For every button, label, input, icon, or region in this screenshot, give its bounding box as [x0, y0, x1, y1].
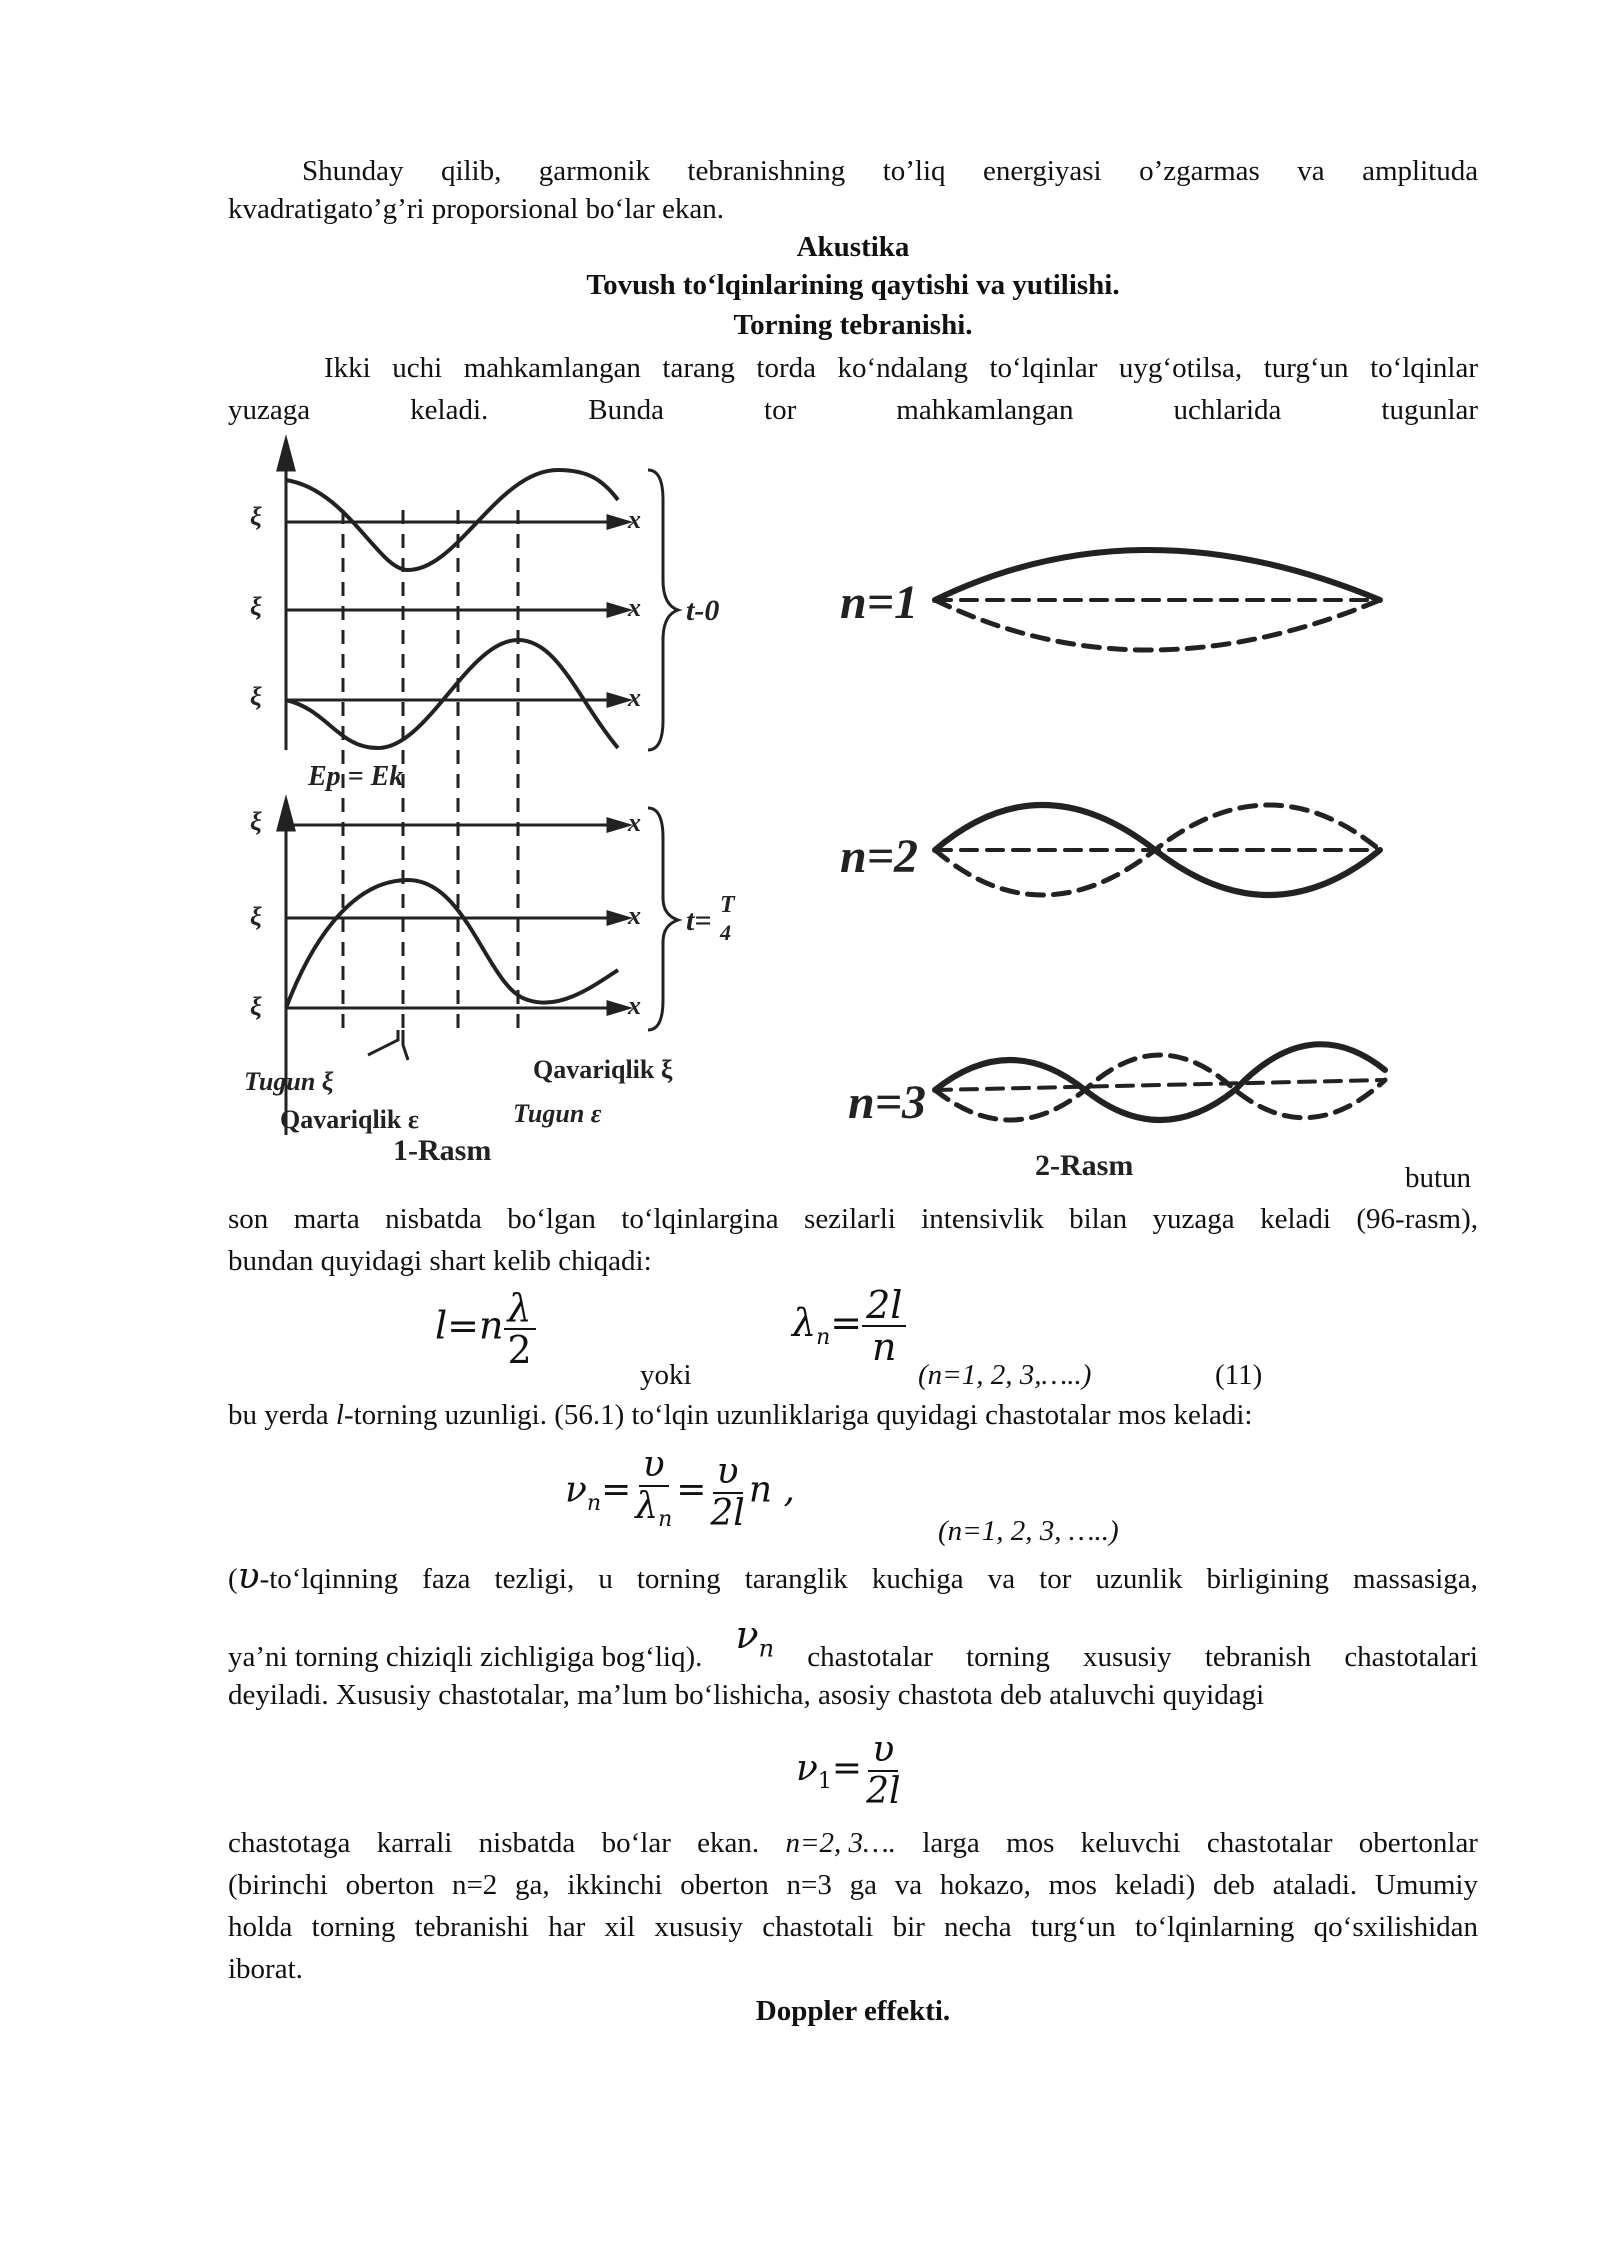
- para5-line4: iborat.: [228, 1953, 303, 1985]
- yoki-label: yoki: [640, 1359, 692, 1391]
- para5-line3: holda torning tebranishi har xil xususiy chastotali bir necha turg‘un to‘lqinlarning qo‘sxilishidan: [228, 1911, 1478, 1943]
- numerator: υ: [868, 1730, 898, 1772]
- word: keluvchi: [1080, 1827, 1181, 1859]
- para2-line1: Ikki uchi mahkamlangan tarang torda ko‘ndalang to‘lqinlar uyg‘otilsa, turg‘un to‘lqinlar: [324, 352, 1478, 384]
- para2-line5: bundan quyidagi shart kelib chiqadi:: [228, 1245, 652, 1277]
- word: to’liq: [882, 155, 946, 187]
- eq-symbol: n: [479, 1303, 504, 1348]
- eq-symbol: ν: [796, 1748, 818, 1789]
- word: torning: [636, 1563, 721, 1595]
- eq-subscript: n: [758, 1634, 775, 1663]
- text: -torning uzunligi. (56.1) to‘lqin uzunliklariga quyidagi chastotalar mos keladi:: [343, 1399, 1253, 1431]
- word: obertonlar: [1358, 1827, 1478, 1859]
- label-n2: n=2: [840, 830, 919, 883]
- word: tebranishning: [687, 155, 846, 187]
- word: chastotaga: [228, 1827, 351, 1859]
- word: Shunday: [302, 155, 404, 187]
- fraction: [503, 1288, 535, 1370]
- word: tugunlar: [1381, 394, 1479, 426]
- label-qavariqlik-top: Qavariqlik ξ: [533, 1055, 673, 1084]
- figure-1: [228, 430, 758, 1170]
- word: Bunda: [588, 394, 665, 426]
- para4-line3: deyiladi. Xususiy chastotalar, ma’lum bo‘lishicha, asosiy chastota deb ataluvchi quyidagi: [228, 1679, 1265, 1711]
- eq-symbol: ν: [735, 1613, 759, 1657]
- time-label-1: t-0: [686, 594, 720, 627]
- eq-subscript: n: [816, 1325, 831, 1351]
- word: tebranish: [1204, 1641, 1312, 1673]
- time-label-2: t=: [686, 904, 712, 937]
- arrow-icon: [278, 440, 294, 470]
- equation-1-left: [435, 1288, 536, 1370]
- denominator: 2l: [866, 1771, 901, 1812]
- text: ya’ni torning chiziqli zichligiga bog‘liq).: [228, 1641, 703, 1673]
- x-label: x: [628, 901, 641, 930]
- heading-akustika: Akustika: [796, 231, 910, 263]
- time-label-2-num: T: [720, 892, 735, 918]
- figure-2: [840, 520, 1410, 1190]
- axis-label: ξ: [250, 592, 262, 621]
- word: larga: [922, 1827, 980, 1859]
- denominator: [631, 1487, 676, 1540]
- word: uchlarida: [1173, 394, 1282, 426]
- fraction: [862, 1730, 904, 1812]
- eq-tail: n ,: [748, 1469, 795, 1511]
- x-label: x: [628, 683, 641, 712]
- para4-line1: [228, 1556, 1478, 1600]
- label-tugun: Tugun ξ: [244, 1067, 334, 1096]
- word: taranglik: [744, 1563, 848, 1595]
- word: torning: [966, 1641, 1050, 1673]
- word: birligining: [1206, 1563, 1329, 1595]
- word: yuzaga: [228, 394, 311, 426]
- heading-torning: Torning tebranishi.: [733, 309, 973, 341]
- word: kuchiga: [871, 1563, 964, 1595]
- eq-subscript: n: [586, 1490, 602, 1516]
- fraction: [862, 1285, 906, 1367]
- x-label: x: [628, 991, 641, 1020]
- x-label: x: [628, 808, 641, 837]
- eq-symbol: l: [435, 1303, 448, 1348]
- eq-symbol: λ: [792, 1300, 817, 1345]
- x-label: x: [628, 593, 641, 622]
- word: tezligi,: [494, 1563, 575, 1595]
- para2-line3-end: butun: [1405, 1162, 1472, 1194]
- time-label-2-den: 4: [720, 920, 731, 945]
- para5-line2: (birinchi oberton n=2 ga, ikkinchi oberton n=3 ga va hokazo, mos keladi) deb ataladi. Umumiy: [228, 1869, 1478, 1901]
- word: keladi.: [410, 394, 489, 426]
- heading-tovush: Tovush to‘lqinlarining qaytishi va yutilishi.: [586, 269, 1120, 301]
- x-label: x: [628, 505, 641, 534]
- text: bu yerda: [228, 1399, 336, 1431]
- word: chastotalar: [1206, 1827, 1333, 1859]
- v-symbol: υ: [237, 1556, 260, 1597]
- para1-line2: kvadratigato’g’ri proporsional bo‘lar ekan.: [228, 193, 725, 225]
- para2-line4: son marta nisbatda bo‘lgan to‘lqinlargina sezilarli intensivlik bilan yuzaga keladi (96-rasm),: [228, 1203, 1478, 1235]
- label-n3: n=3: [848, 1076, 927, 1129]
- eq-subscript: n: [658, 1507, 673, 1533]
- equation-3: $\nu_1=$ $\frac{\upsilon}{2l}$: [796, 1730, 904, 1812]
- energy-equality-label: Ep = Ek: [308, 761, 404, 792]
- word-italic: n=2, 3….: [785, 1827, 897, 1859]
- axis-label: ξ: [250, 682, 262, 711]
- para1-line1: [302, 150, 1478, 192]
- word: amplituda: [1362, 155, 1479, 187]
- word: va: [1297, 155, 1325, 187]
- label-n1: n=1: [840, 576, 919, 629]
- axis-label: ξ: [250, 902, 262, 931]
- figure-1-caption: 1-Rasm: [393, 1134, 492, 1167]
- word: massasiga,: [1353, 1563, 1478, 1595]
- eq1-condition: (n=1, 2, 3,…..): [918, 1359, 1092, 1391]
- curve-3: [286, 640, 618, 748]
- numerator: λ: [504, 1288, 536, 1330]
- para5-line1: [228, 1822, 1478, 1864]
- word: qilib,: [440, 155, 502, 187]
- word: tor: [764, 394, 797, 426]
- equation-2: $\nu_n=$ $\frac{\upsilon}{\lambda_n}$ = $\frac{\upsilon}{2l}$ n ,: [565, 1445, 795, 1540]
- word: chastotalari: [1344, 1641, 1478, 1673]
- para4-open: (υ-to‘lqinning: [228, 1556, 399, 1597]
- para3: [228, 1394, 1478, 1436]
- word: uzunlik: [1095, 1563, 1183, 1595]
- word: bo‘lar: [601, 1827, 671, 1859]
- word: -to‘lqinning: [259, 1563, 399, 1595]
- nu-n: [736, 1614, 775, 1670]
- numerator: υ: [713, 1452, 743, 1494]
- eq-subscript: 1: [817, 1769, 832, 1795]
- word: mahkamlangan: [896, 394, 1074, 426]
- axis-label: ξ: [250, 502, 262, 531]
- word: xususiy: [1083, 1641, 1172, 1673]
- word: va: [987, 1563, 1016, 1595]
- word: nisbatda: [478, 1827, 576, 1859]
- figure-2-caption: 2-Rasm: [1035, 1149, 1134, 1182]
- word: garmonik: [538, 155, 650, 187]
- axis-label: ξ: [250, 992, 262, 1021]
- eq1-number: (11): [1215, 1359, 1263, 1391]
- fraction: [631, 1445, 676, 1540]
- numerator: υ: [639, 1445, 669, 1487]
- denominator: n: [872, 1325, 897, 1369]
- word: u: [598, 1563, 613, 1595]
- para2-line2: [228, 389, 1478, 431]
- eq-symbol: λ: [635, 1486, 659, 1527]
- word: tor: [1039, 1563, 1072, 1595]
- word: chastotalar: [807, 1641, 933, 1673]
- word: mos: [1006, 1827, 1055, 1859]
- numerator: 2l: [862, 1285, 906, 1327]
- label-tugun-bottom: Tugun ε: [513, 1099, 602, 1128]
- eq-sign: =: [447, 1303, 479, 1348]
- fraction: [706, 1452, 748, 1534]
- eq2-condition: (n=1, 2, 3, …..): [938, 1515, 1119, 1547]
- curve-5: [286, 880, 618, 1008]
- label-qavariqlik-bottom: Qavariqlik ε: [280, 1105, 419, 1134]
- curve-top: [286, 470, 618, 570]
- word: ekan.: [697, 1827, 760, 1859]
- equation-1-right: $\lambda_n=$ $\frac{2l}{n}$: [792, 1285, 906, 1367]
- word: o’zgarmas: [1139, 155, 1260, 187]
- text-italic: l: [335, 1399, 344, 1431]
- heading-doppler: Doppler effekti.: [755, 1995, 951, 2027]
- word: energiyasi: [982, 155, 1102, 187]
- denominator: 2l: [710, 1492, 745, 1534]
- axis-label: ξ: [250, 807, 262, 836]
- word: faza: [422, 1563, 471, 1595]
- denominator: 2: [507, 1328, 532, 1372]
- word: karrali: [376, 1827, 453, 1859]
- eq-symbol: ν: [565, 1469, 587, 1511]
